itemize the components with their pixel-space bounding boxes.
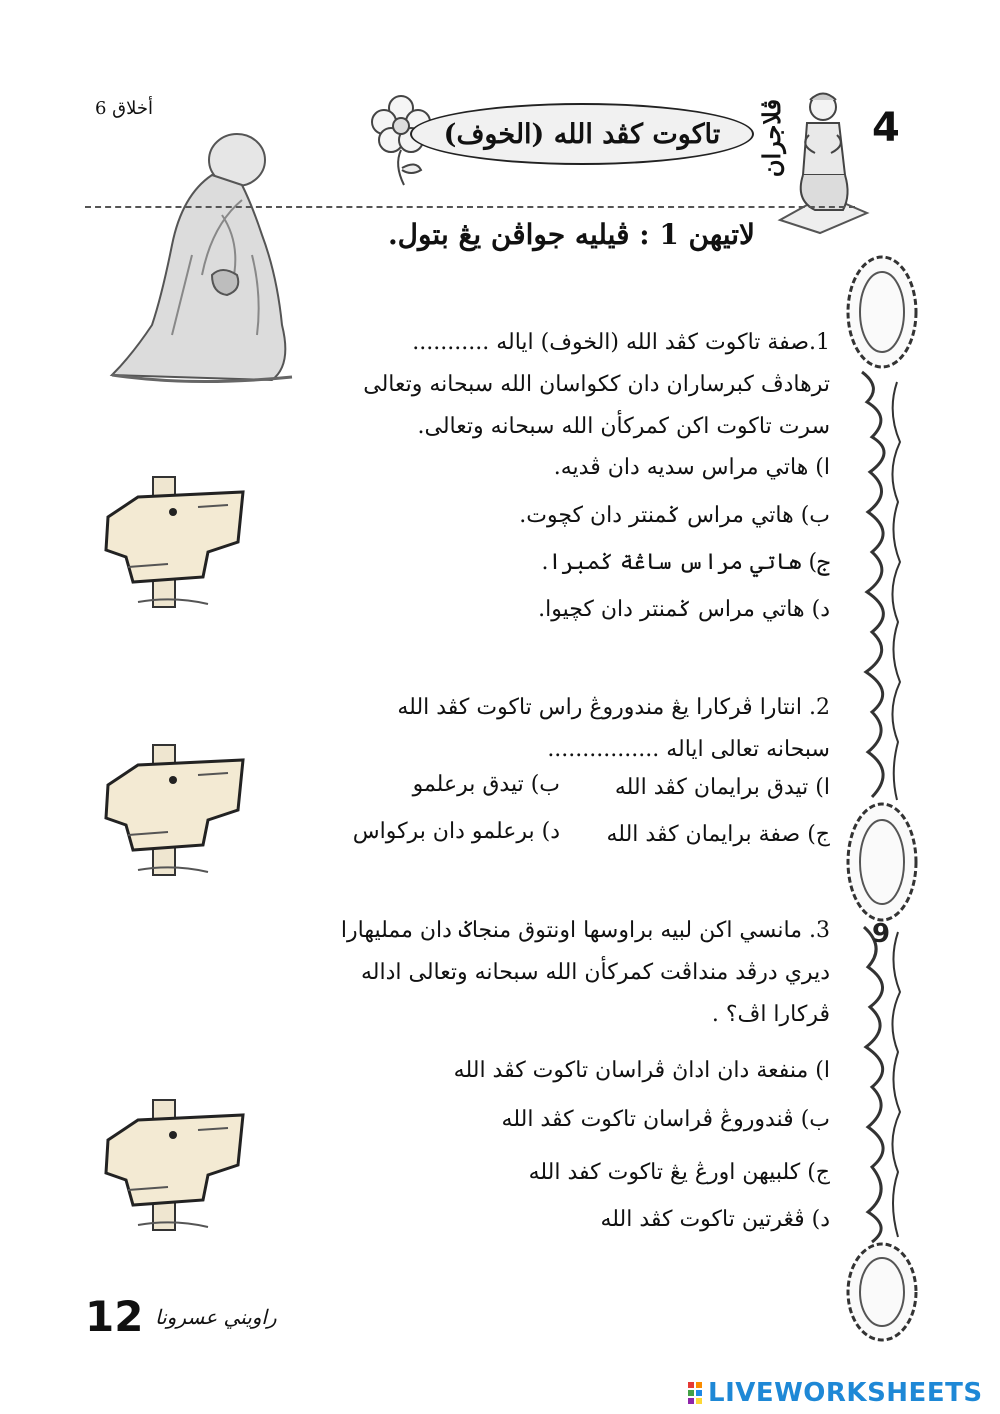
- q1-option-b[interactable]: ب) هاتي مراس ݢمنتر دان كچوت.: [519, 503, 830, 528]
- q2-option-d[interactable]: د) برعلمو دان بركواس: [352, 819, 560, 844]
- question-3-line: ديري درڤد منداڤت كمركأن الله سبحانه وتعالى اداله: [361, 960, 830, 985]
- praying-man-illustration: [92, 125, 322, 395]
- question-2-line: سبحانه تعالى اياله ................: [547, 737, 830, 762]
- q3-option-a[interactable]: ا) منفعة دان اداڽ ڤراسان تاكوت كڤد الله: [453, 1058, 830, 1083]
- subject-label: أخلاق 6: [95, 98, 154, 119]
- lesson-number: 4: [872, 105, 900, 151]
- praying-boy-illustration: [775, 85, 870, 235]
- svg-text:9: 9: [872, 919, 891, 949]
- question-1-line: ترهادڤ كبرساران دان ككواسان الله سبحانه وتعالى: [363, 372, 830, 397]
- question-1-line: سرت تاكوت اكن كمركأن الله سبحانه وتعالى.: [417, 414, 830, 439]
- q2-option-c[interactable]: ج) صفة برايمان كڤد الله: [606, 822, 830, 847]
- q2-option-b[interactable]: ب) تيدق برعلمو: [412, 772, 560, 797]
- question-3-line: 3. مانسي اكن لبيه براوسها اونتوق منجاݢ دان ممليهارا: [340, 918, 830, 943]
- question-2: [397, 687, 830, 771]
- question-2-line: 2. انتارا ڤركارا يڠ مندوروڠ راس تاكوت كڤد الله: [397, 695, 830, 720]
- author-signature: راويني عسرونا: [155, 1305, 277, 1329]
- q2-option-a[interactable]: ا) تيدق برايمان كڤد الله: [614, 775, 830, 800]
- lesson-title-text: تاكوت كڤد الله (الخوف): [443, 118, 721, 150]
- header-divider: [85, 206, 855, 208]
- answer-signpost-2[interactable]: [98, 740, 248, 880]
- q3-option-b[interactable]: ب) ڤندوروڠ ڤراسان تاكوت كڤد الله: [501, 1107, 830, 1132]
- liveworksheets-logo: [688, 1378, 983, 1408]
- q1-option-d[interactable]: د) هاتي مراس ݢمنتر دان كچيوا.: [538, 597, 830, 622]
- lesson-title: [410, 103, 754, 165]
- question-1: [363, 322, 830, 448]
- exercise-heading: لاتيهن 1 : ڤيليه جواڤن يڠ بتول.: [387, 218, 755, 251]
- q3-option-c[interactable]: ج) كلبيهن اورڠ يڠ تاكوت كفد الله: [528, 1160, 830, 1185]
- q3-option-d[interactable]: د) ڤڠرتين تاكوت كڤد الله: [600, 1207, 830, 1232]
- question-3: [341, 910, 830, 1036]
- answer-signpost-1[interactable]: [98, 472, 248, 612]
- page-number: 12: [85, 1292, 144, 1341]
- question-1-line: 1.صفة تاكوت كڤد الله (الخوف) اياله ...........: [412, 330, 830, 355]
- logo-grid-icon: [688, 1382, 702, 1404]
- calligraphy-border-ornament: [842, 252, 922, 1342]
- brand-name: LIVEWORKSHEETS: [708, 1378, 983, 1408]
- q1-option-a[interactable]: ا) هاتي مراس سديه دان ڤديه.: [553, 455, 830, 480]
- section-label: ڤلاجران: [757, 98, 786, 178]
- q1-option-c[interactable]: ج) هاتي مراس ساڠة ݢمبرا.: [541, 550, 830, 575]
- question-3-line: ڤركارا اڤ؟ .: [711, 1002, 830, 1027]
- answer-signpost-3[interactable]: [98, 1095, 248, 1235]
